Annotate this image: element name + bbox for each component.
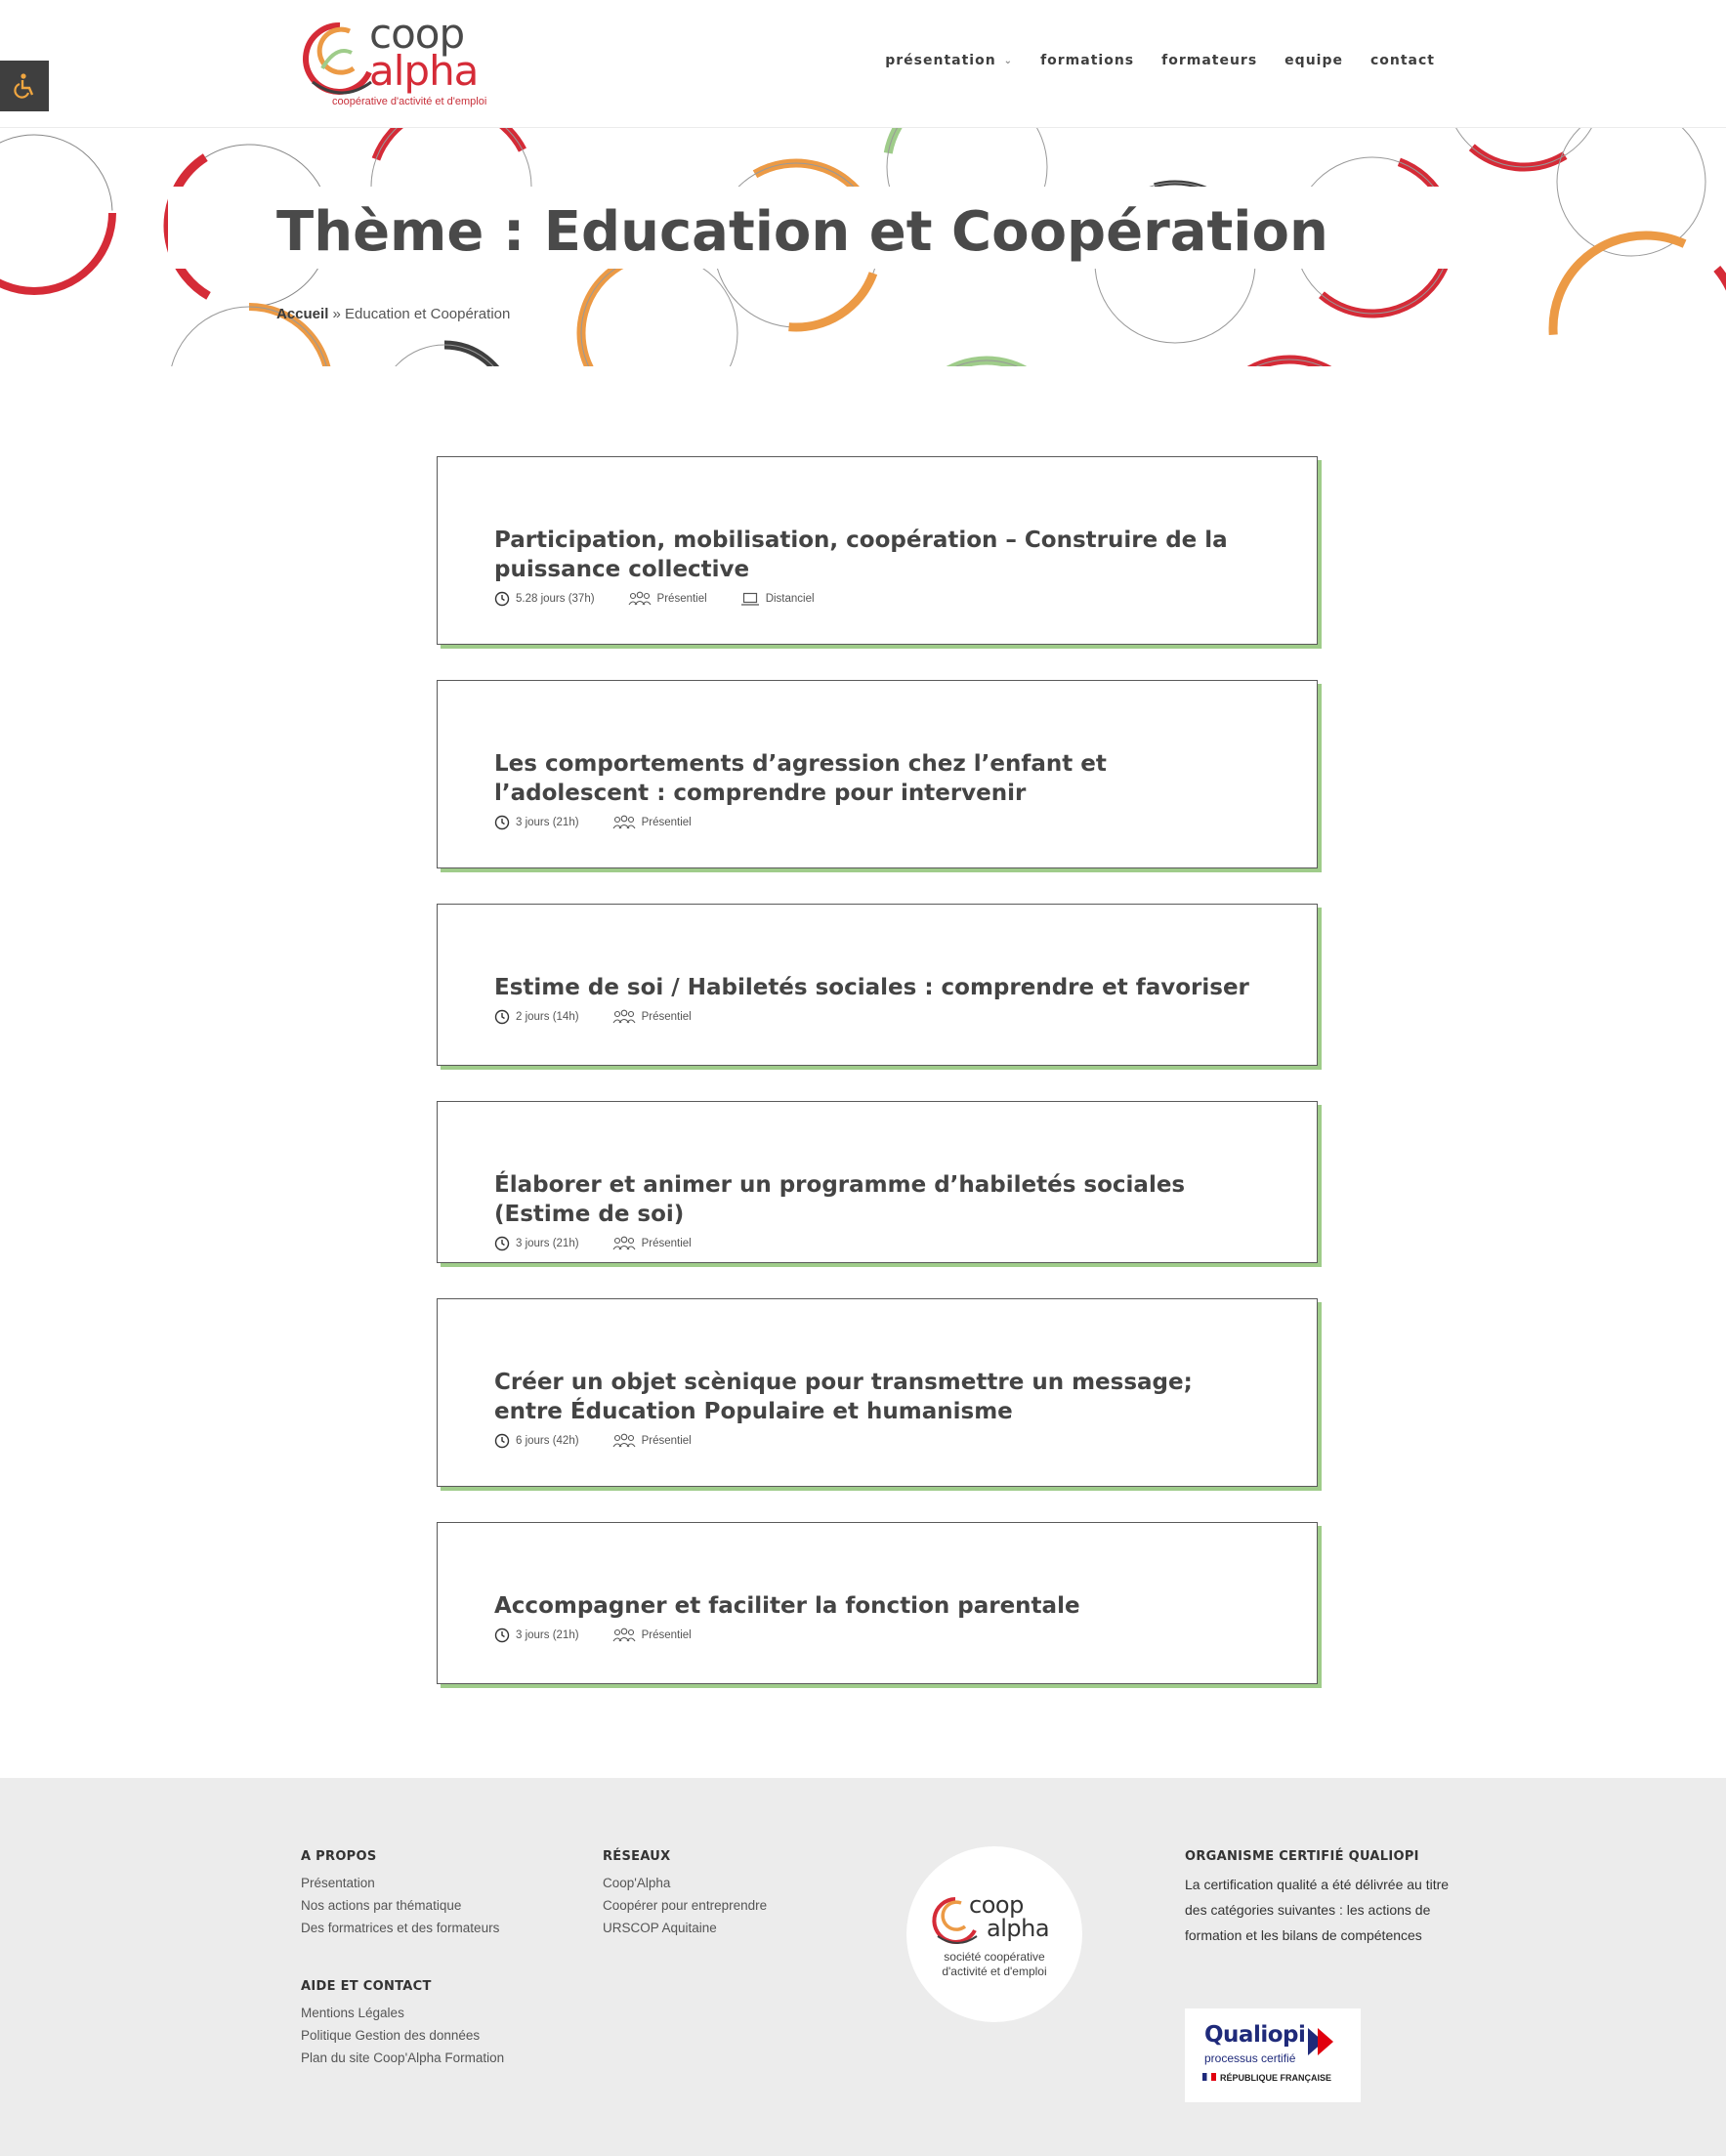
chevron-down-icon: ⌄ [1003, 55, 1014, 66]
course-duration [494, 1009, 579, 1025]
footer-link[interactable]: Plan du site Coop'Alpha Formation [301, 2050, 505, 2065]
logo-tagline: coopérative d'activité et d'emploi [332, 96, 487, 107]
course-title[interactable]: Participation, mobilisation, coopération – Construire de la puissance collective [494, 528, 1228, 582]
breadcrumb [276, 306, 510, 322]
course-mode-distanciel [740, 591, 815, 607]
course-meta [494, 591, 1260, 607]
group-icon [612, 1009, 636, 1025]
course-mode-label: Présentiel [641, 1435, 692, 1447]
course-duration [494, 1628, 579, 1643]
group-icon [628, 591, 652, 607]
nav-item-label: contact [1369, 53, 1435, 68]
footer-link[interactable]: Mentions Légales [301, 2006, 404, 2020]
breadcrumb-separator: » [328, 306, 346, 322]
clock-icon [494, 815, 510, 830]
course-mode-presentiel [612, 1433, 692, 1449]
group-icon [612, 1236, 636, 1251]
course-mode-label: Présentiel [641, 1238, 692, 1249]
course-card[interactable] [437, 680, 1318, 868]
footer-heading: RÉSEAUX [603, 1849, 671, 1864]
logo-swirl-icon [293, 16, 381, 104]
nav-item-equipe[interactable] [1284, 53, 1343, 68]
qualiopi-badge [1185, 2008, 1361, 2102]
course-title[interactable]: Élaborer et animer un programme d’habiletés sociales (Estime de soi) [494, 1172, 1186, 1227]
course-mode-presentiel [612, 1009, 692, 1025]
footer-reseaux [603, 1849, 767, 1939]
footer-logo[interactable] [906, 1846, 1082, 2022]
footer-link[interactable]: Coop'Alpha [603, 1876, 671, 1890]
qualiopi-description: La certification qualité a été délivrée au titre des catégories suivantes : les actions de formation et les bilans de compétences [1185, 1877, 1450, 1943]
course-mode-label: Présentiel [641, 1011, 692, 1023]
nav-item-label: equipe [1284, 53, 1343, 68]
nav-item-contact[interactable] [1370, 53, 1435, 68]
course-duration [494, 1236, 579, 1251]
nav-item-label: formations [1040, 53, 1135, 68]
group-icon [612, 1628, 636, 1643]
qualiopi-arrows-icon [1304, 2024, 1343, 2063]
footer-logo-word-alpha: alpha [987, 1915, 1050, 1942]
nav-item-formations[interactable] [1040, 53, 1134, 68]
breadcrumb-current: Education et Coopération [345, 306, 511, 322]
course-card[interactable] [437, 1522, 1318, 1684]
logo-word-alpha: alpha [369, 47, 479, 95]
course-list [437, 456, 1318, 1719]
clock-icon [494, 591, 510, 607]
group-icon [612, 1433, 636, 1449]
course-mode-label: Présentiel [641, 1629, 692, 1641]
footer-heading: AIDE ET CONTACT [301, 1979, 432, 1994]
course-mode-label: Présentiel [656, 593, 707, 605]
course-duration-text: 3 jours (21h) [516, 1238, 579, 1249]
site-header [0, 0, 1726, 128]
footer-aide-contact [301, 1979, 504, 2069]
course-meta [494, 1009, 1260, 1025]
course-duration [494, 815, 579, 830]
course-mode-presentiel [612, 1628, 692, 1643]
course-title[interactable]: Les comportements d’agression chez l’enfant et l’adolescent : comprendre pour intervenir [494, 751, 1107, 806]
footer-link[interactable]: URSCOP Aquitaine [603, 1921, 717, 1935]
footer-logo-tag-1: société coopérative [944, 1950, 1045, 1964]
french-flag-icon [1202, 2073, 1216, 2081]
footer-logo-word-coop: coop [969, 1891, 1024, 1919]
laptop-icon [740, 591, 760, 607]
course-mode-presentiel [612, 1236, 692, 1251]
course-mode-label: Présentiel [641, 817, 692, 828]
footer-heading: ORGANISME CERTIFIÉ QUALIOPI [1185, 1849, 1419, 1864]
nav-item-formateurs[interactable] [1161, 53, 1257, 68]
footer-link[interactable]: Coopérer pour entreprendre [603, 1898, 768, 1913]
footer-link[interactable]: Politique Gestion des données [301, 2028, 481, 2043]
site-footer [0, 1778, 1726, 2156]
clock-icon [494, 1628, 510, 1643]
course-card[interactable] [437, 1298, 1318, 1487]
footer-qualiopi [1185, 1849, 1468, 1948]
wheelchair-icon [10, 71, 39, 101]
footer-link[interactable]: Présentation [301, 1876, 375, 1890]
clock-icon [494, 1009, 510, 1025]
course-duration-text: 3 jours (21h) [516, 1629, 579, 1641]
course-title[interactable]: Accompagner et faciliter la fonction parentale [494, 1593, 1080, 1619]
course-title[interactable]: Créer un objet scènique pour transmettre un message; entre Éducation Populaire et humanisme [494, 1370, 1193, 1424]
clock-icon [494, 1236, 510, 1251]
course-meta [494, 1433, 1260, 1449]
qualiopi-badge-name: Qualiopi [1204, 2022, 1306, 2048]
page-hero [0, 128, 1726, 366]
qualiopi-badge-rf: RÉPUBLIQUE FRANÇAISE [1220, 2073, 1332, 2083]
course-duration-text: 2 jours (14h) [516, 1011, 579, 1023]
page-title: Thème : Education et Coopération [276, 200, 1328, 264]
course-meta [494, 815, 1260, 830]
course-card[interactable] [437, 456, 1318, 645]
qualiopi-badge-sub: processus certifié [1204, 2051, 1296, 2065]
course-duration-text: 3 jours (21h) [516, 817, 579, 828]
clock-icon [494, 1433, 510, 1449]
nav-item-label: présentation [885, 53, 996, 68]
footer-logo-tag-2: d'activité et d'emploi [942, 1965, 1047, 1978]
course-mode-label: Distanciel [765, 593, 815, 605]
breadcrumb-home-link[interactable]: Accueil [276, 306, 329, 322]
course-duration [494, 1433, 579, 1449]
logo-word-coop: coop [369, 10, 465, 58]
footer-link[interactable]: Des formatrices et des formateurs [301, 1921, 500, 1935]
footer-apropos [301, 1849, 499, 1939]
course-title[interactable]: Estime de soi / Habiletés sociales : comprendre et favoriser [494, 975, 1249, 1000]
course-meta [494, 1236, 1260, 1251]
course-mode-presentiel [612, 815, 692, 830]
course-card[interactable] [437, 904, 1318, 1066]
course-duration [494, 591, 595, 607]
course-duration-text: 5.28 jours (37h) [516, 593, 595, 605]
course-duration-text: 6 jours (42h) [516, 1435, 579, 1447]
nav-item-presentation[interactable] [885, 53, 1013, 68]
course-meta [494, 1628, 1260, 1643]
group-icon [612, 815, 636, 830]
main-nav [885, 53, 1435, 68]
course-mode-presentiel [628, 591, 707, 607]
footer-heading: A PROPOS [301, 1849, 377, 1864]
accessibility-button[interactable] [0, 61, 49, 111]
site-logo[interactable] [293, 10, 488, 111]
footer-link[interactable]: Nos actions par thématique [301, 1898, 462, 1913]
course-card[interactable] [437, 1101, 1318, 1263]
nav-item-label: formateurs [1161, 53, 1258, 68]
